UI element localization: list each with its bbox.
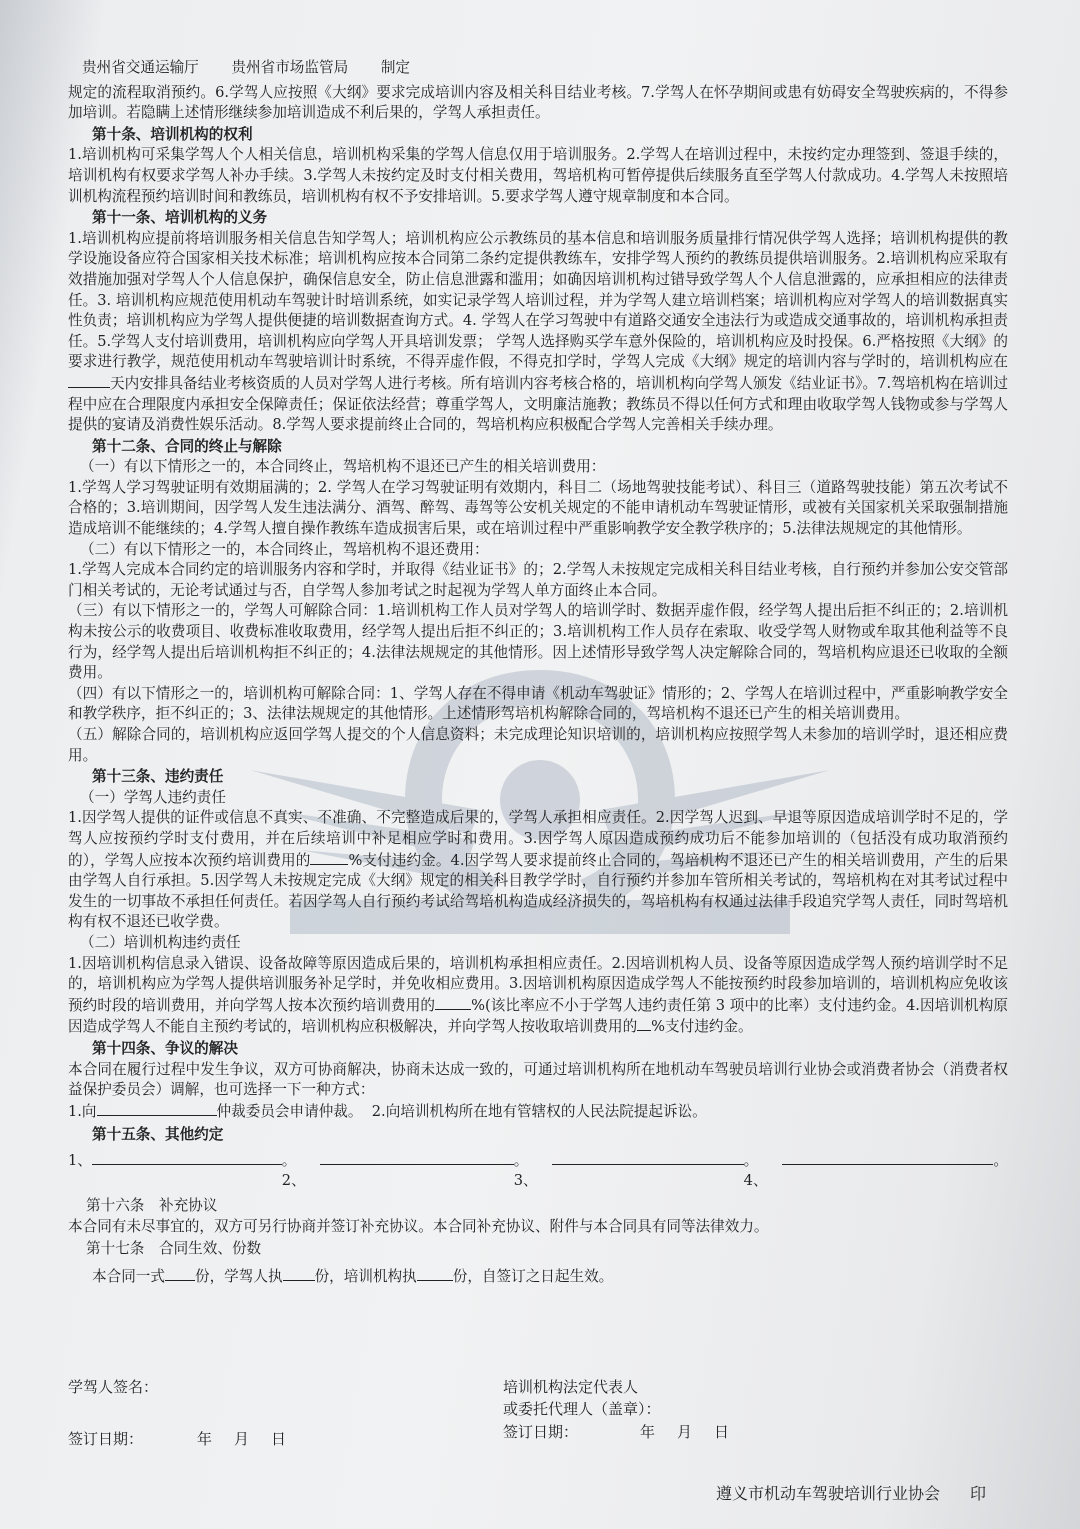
section-13-a-title: （一）学驾人违约责任 <box>80 788 226 806</box>
seal-mark: 印 <box>970 1484 987 1503</box>
other-term-1-blank[interactable] <box>92 1150 282 1165</box>
copies-learner-blank[interactable] <box>283 1266 315 1281</box>
school-penalty-blank-1[interactable] <box>435 995 471 1010</box>
learner-sign-label: 学驾人签名： <box>68 1378 159 1396</box>
other-term-2-blank[interactable] <box>320 1150 514 1165</box>
section-14-title: 第十四条、争议的解决 <box>92 1039 238 1057</box>
learner-signature-block <box>68 1376 286 1450</box>
clause-continuation: 规定的流程取消预约。6.学驾人应按照《大纲》要求完成培训内容及相关科目结业考核。7.学驾人在怀孕期间或患有妨碍安全驾驶疾病的，不得参加培训。若隐瞒上述情形继续参加培训造成不利后果的，学驾人承担责任。 <box>68 83 1008 122</box>
section-12-b-title: （二）有以下情形之一的，本合同终止，驾培机构不退还费用： <box>80 540 489 558</box>
section-15-title: 第十五条、其他约定 <box>92 1126 224 1144</box>
section-12-a-body: 1.学驾人学习驾驶证明有效期届满的；2. 学驾人在学习驾驶证明有效期内，科目二（场地驾驶技能考试）、科目三（道路驾驶技能）第五次考试不合格的；3.培训期间，因学驾人发生违法满分、酒驾、醉驾、毒驾等公安机关规定的不能申请机动车驾驶证情形，或被有关国家机关采取强制措施造成培训不能继续的；4.学驾人擅自操作教练车造成损害后果，或在培训过程中严重影响教学安全教学秩序的；5.法律法规规定的其他情形。 <box>68 478 1008 538</box>
section-13-b-title: （二）培训机构违约责任 <box>80 933 241 951</box>
section-10-title: 第十条、培训机构的权利 <box>92 125 253 143</box>
section-12-d-body: （四）有以下情形之一的，培训机构可解除合同：1、学驾人存在不得申请《机动车驾驶证》情形的；2、学驾人在培训过程中，严重影响教学安全和教学秩序，拒不纠正的；3、法律法规规定的其他情形。上述情形驾培机构解除合同的，驾培机构不退还已产生的相关培训费用。 <box>68 684 1008 723</box>
school-agent-label: 或委托代理人（盖章）： <box>503 1400 661 1418</box>
section-16-body: 本合同有未尽事宜的，双方可另行协商并签订补充协议。本合同补充协议、附件与本合同具有同等法律效力。 <box>68 1217 769 1235</box>
days-blank[interactable] <box>68 373 110 388</box>
association-name: 遵义市机动车驾驶培训行业协会 <box>716 1484 941 1503</box>
section-12-b-body: 1.学驾人完成本合同约定的培训服务内容和学时，并取得《结业证书》的；2.学驾人未按规定完成相关科目结业考核，自行预约并参加公安交管部门相关考试的，无论考试通过与否，自学驾人参加考试之时起视为学驾人单方面终止本合同。 <box>68 561 1008 599</box>
section-16-title: 第十六条 补充协议 <box>86 1197 218 1215</box>
learner-penalty-blank[interactable] <box>310 850 348 865</box>
school-rep-label: 培训机构法定代表人 <box>503 1378 639 1396</box>
section-14-options: 1.向 仲裁委员会申请仲裁。 2.向培训机构所在地有管辖权的人民法院提起诉讼。 <box>68 1102 707 1120</box>
section-13-b-body: 1.因培训机构信息录入错误、设备故障等原因造成后果的，培训机构承担相应责任。2.因培训机构人员、设备等原因造成学驾人预约培训学时不足的，培训机构应为学驾人提供培训服务补足学时，并免收相应费用。3.因培训机构原因造成学驾人不能按预约时段参加培训的，培训机构应免收该预约时段的培训费用，并向学驾人按本次预约培训费用的 %(该比率应不小于学驾人违约责任第 3 项中的比率）支付违约金。4.因培训机构原因造成学驾人不能自主预约考试的，培训机构应积极解决，并向学驾人按收取培训费用的 %支付违约金。 <box>68 954 1008 1036</box>
section-17-title: 第十七条 合同生效、份数 <box>86 1240 262 1258</box>
section-11-title: 第十一条、培训机构的义务 <box>92 209 268 227</box>
school-signature-block <box>503 1376 729 1443</box>
copies-school-blank[interactable] <box>417 1266 453 1281</box>
section-13-a-body: 1.因学驾人提供的证件或信息不真实、不准确、不完整造成后果的，学驾人承担相应责任。2.因学驾人迟到、早退等原因造成培训学时不足的，学驾人应按预约学时支付费用，并在后续培训中补足相应学时和费用。3.因学驾人原因造成预约成功后不能参加培训的（包括没有成功取消预约的），学驾人应按本次预约培训费用的 %支付违约金。4.因学驾人要求提前终止合同的，驾培机构不退还已产生的相关培训费用，产生的后果由学驾人自行承担。5.因学驾人未按规定完成《大纲》规定的相关科目教学学时，自行预约并参加车管所相关考试的，驾培机构在对其考试过程中发生的一切事故不承担任何责任。若因学驾人自行预约考试给驾培机构造成经济损失的，驾培机构有权通过法律手段追究学驾人责任，同时驾培机构有权不退还已收学费。 <box>68 809 1009 931</box>
section-12-title: 第十二条、合同的终止与解除 <box>92 437 282 455</box>
school-sign-date: 签订日期： 年 月 日 <box>503 1423 730 1441</box>
contract-body <box>68 58 1008 1287</box>
copies-total-blank[interactable] <box>165 1266 195 1281</box>
issuer-transport: 贵州省交通运输厅 <box>82 59 199 76</box>
section-17-body: 本合同一式 份，学驾人执 份，培训机构执 份，自签订之日起生效。 <box>92 1267 614 1285</box>
association-footer <box>716 1481 986 1504</box>
school-penalty-blank-2[interactable] <box>637 1016 651 1031</box>
section-13-title: 第十三条、违约责任 <box>92 768 224 786</box>
learner-sign-date: 签订日期： 年 月 日 <box>68 1430 287 1448</box>
other-term-4-blank[interactable] <box>782 1150 994 1165</box>
issuer-made: 制定 <box>380 59 411 76</box>
document-header <box>68 58 1008 79</box>
section-12-c-body: （三）有以下情形之一的，学驾人可解除合同：1.培训机构工作人员对学驾人的培训学时、数据弄虚作假，经学驾人提出后拒不纠正的；2.培训机构未按公示的收费项目、收费标准收取费用，经学驾人提出后拒不纠正的；3.培训机构工作人员存在索取、收受学驾人财物或牟取其他利益等不良行为，经学驾人提出后培训机构拒不纠正的；4.法律法规规定的其他情形。因上述情形导致学驾人决定解除合同的，驾培机构应退还已收取的全额费用。 <box>68 602 1008 682</box>
section-10-body: 1.培训机构可采集学驾人个人相关信息，培训机构采集的学驾人信息仅用于培训服务。2.学驾人在培训过程中，未按约定办理签到、签退手续的，培训机构有权要求学驾人补办手续。3.学驾人未按约定及时支付相关费用，驾培机构可暂停提供后续服务直至学驾人付款成功。4.学驾人未按照培训机构流程预约培训时间和教练员，培训机构有权不予安排培训。5.要求学驾人遵守规章制度和本合同。 <box>68 146 1008 205</box>
other-terms-line: 1、 。2、 。3、 。4、 。 <box>68 1151 1008 1190</box>
arbitration-committee-blank[interactable] <box>97 1101 217 1116</box>
section-14-body: 本合同在履行过程中发生争议，双方可协商解决，协商未达成一致的，可通过培训机构所在地机动车驾驶员培训行业协会或消费者协会（消费者权益保护委员会）调解，也可选择一下一种方式： <box>68 1060 1008 1099</box>
section-11-body: 1.培训机构应提前将培训服务相关信息告知学驾人；培训机构应公示教练员的基本信息和培训服务质量排行情况供学驾人选择；培训机构提供的教学设施设备应符合国家相关技术标准；培训机构应按本合同第二条约定提供教练车，安排学驾人预约的教练员提供培训服务。2.培训机构应采取有效措施加强对学驾人个人信息保护，确保信息安全，防止信息泄露和滥用；如确因培训机构过错导致学驾人个人信息泄露的，应承担相应的法律责任。3. 培训机构应规范使用机动车驾驶计时培训系统，如实记录学驾人培训过程，并为学驾人建立培训档案；培训机构应对学驾人的培训数据真实性负责；培训机构应为学驾人提供便捷的培训数据查询方式。4. 学驾人在学习驾驶中有道路交通安全违法行为或造成交通事故的，培训机构承担责任。5.学驾人支付培训费用，培训机构应向学驾人开具培训发票； 学驾人选择购买学车意外保险的，培训机构应及时投保。6.严格按照《大纲》的要求进行教学，规范使用机动车驾驶培训计时系统，不得弄虚作假，不得克扣学时，学驾人完成《大纲》规定的培训内容与学时的，培训机构应在天内安排具备结业考核资质的人员对学驾人进行考核。所有培训内容考核合格的，培训机构向学驾人颁发《结业证书》。7.驾培机构在培训过程中应在合理限度内承担安全保障责任；保证依法经营；尊重学驾人，文明廉洁施教；教练员不得以任何方式和理由收取学驾人钱物或参与学驾人提供的宴请及消费性娱乐活动。8.学驾人要求提前终止合同的，驾培机构应积极配合学驾人完善相关手续办理。 <box>68 229 1008 434</box>
other-term-3-blank[interactable] <box>552 1150 744 1165</box>
issuer-market: 贵州省市场监管局 <box>231 59 349 76</box>
section-12-e-body: （五）解除合同的，培训机构应返回学驾人提交的个人信息资料；未完成理论知识培训的，培训机构应按照学驾人未参加的培训学时，退还相应费用。 <box>68 726 1008 764</box>
section-12-a-title: （一）有以下情形之一的，本合同终止，驾培机构不退还已产生的相关培训费用： <box>80 458 606 476</box>
